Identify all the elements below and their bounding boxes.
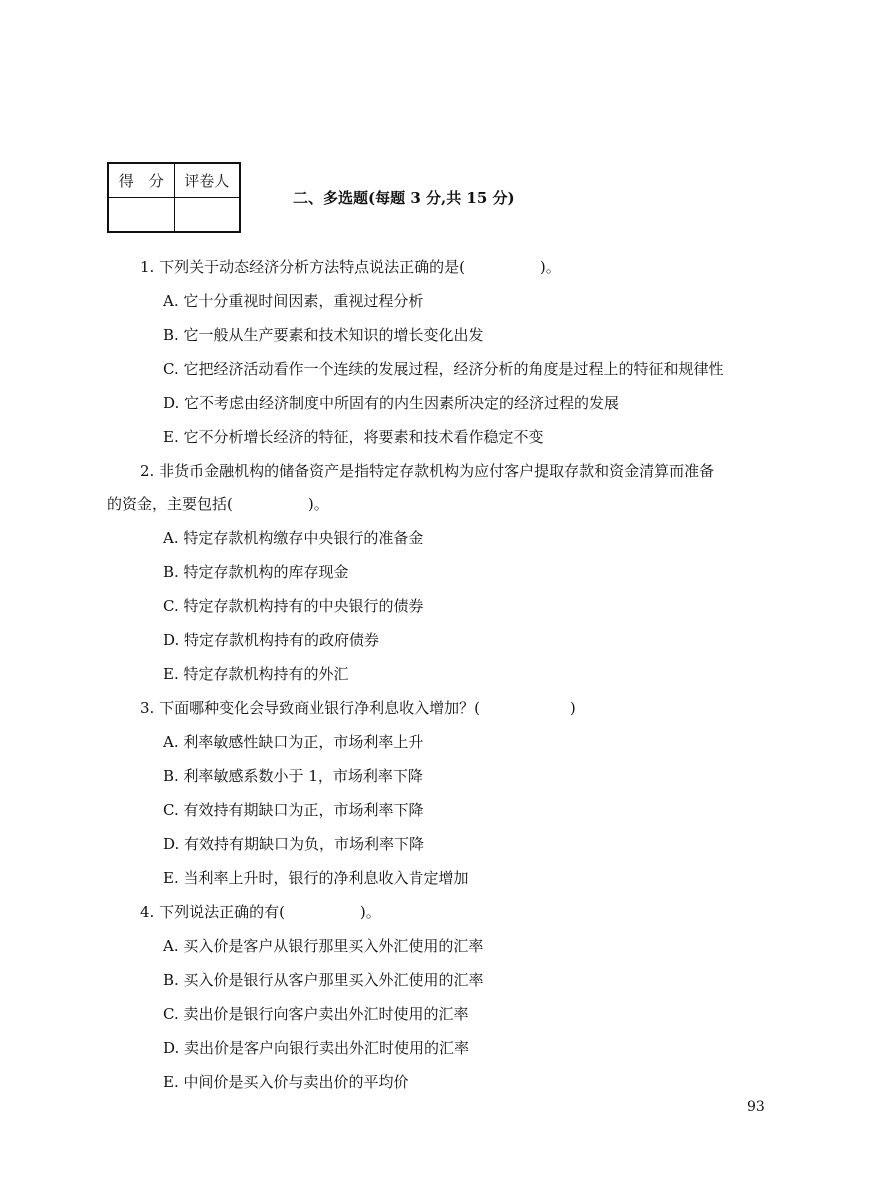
question-1-option-c: C. 它把经济活动看作一个连续的发展过程，经济分析的角度是过程上的特征和规律性 [163, 360, 724, 378]
question-2-option-e: E. 特定存款机构持有的外汇 [163, 665, 349, 683]
question-4-option-e: E. 中间价是买入价与卖出价的平均价 [163, 1073, 409, 1091]
question-2-option-c: C. 特定存款机构持有的中央银行的债券 [163, 597, 424, 615]
question-3-stem: 3. 下面哪种变化会导致商业银行净利息收入增加？( ) [140, 699, 576, 717]
question-2-option-b: B. 特定存款机构的库存现金 [163, 563, 349, 581]
question-2-stem: 2. 非货币金融机构的储备资产是指特定存款机构为应付客户提取存款和资金清算而准备 [140, 462, 715, 480]
grader-label: 评卷人 [174, 163, 240, 198]
question-4-option-d: D. 卖出价是客户向银行卖出外汇时使用的汇率 [163, 1039, 470, 1057]
score-cell [108, 198, 174, 233]
page-number: 93 [747, 1099, 765, 1115]
question-2-stem-continued: 的资金，主要包括( )。 [107, 495, 329, 513]
question-3-option-e: E. 当利率上升时，银行的净利息收入肯定增加 [163, 869, 469, 887]
question-4-option-a: A. 买入价是客户从银行那里买入外汇使用的汇率 [163, 937, 484, 955]
question-1-stem: 1. 下列关于动态经济分析方法特点说法正确的是( )。 [140, 258, 561, 276]
question-3-option-b: B. 利率敏感系数小于 1，市场利率下降 [163, 767, 423, 785]
question-3-option-d: D. 有效持有期缺口为负，市场利率下降 [163, 835, 425, 853]
question-3-option-a: A. 利率敏感性缺口为正，市场利率上升 [163, 733, 424, 751]
question-3-option-c: C. 有效持有期缺口为正，市场利率下降 [163, 801, 424, 819]
question-1-option-a: A. 它十分重视时间因素，重视过程分析 [163, 292, 424, 310]
grader-cell [174, 198, 240, 233]
question-2-option-a: A. 特定存款机构缴存中央银行的准备金 [163, 529, 424, 547]
question-1-option-b: B. 它一般从生产要素和技术知识的增长变化出发 [163, 326, 484, 344]
question-4-stem: 4. 下列说法正确的有( )。 [140, 903, 381, 921]
question-4-option-c: C. 卖出价是银行向客户卖出外汇时使用的汇率 [163, 1005, 469, 1023]
section-title: 二、多选题(每题 3 分,共 15 分) [293, 189, 515, 207]
question-2-option-d: D. 特定存款机构持有的政府债券 [163, 631, 380, 649]
question-4-option-b: B. 买入价是银行从客户那里买入外汇使用的汇率 [163, 971, 484, 989]
question-1-option-d: D. 它不考虑由经济制度中所固有的内生因素所决定的经济过程的发展 [163, 394, 620, 412]
score-label: 得 分 [108, 163, 174, 198]
score-grader-table [107, 162, 241, 233]
question-1-option-e: E. 它不分析增长经济的特征，将要素和技术看作稳定不变 [163, 428, 544, 446]
